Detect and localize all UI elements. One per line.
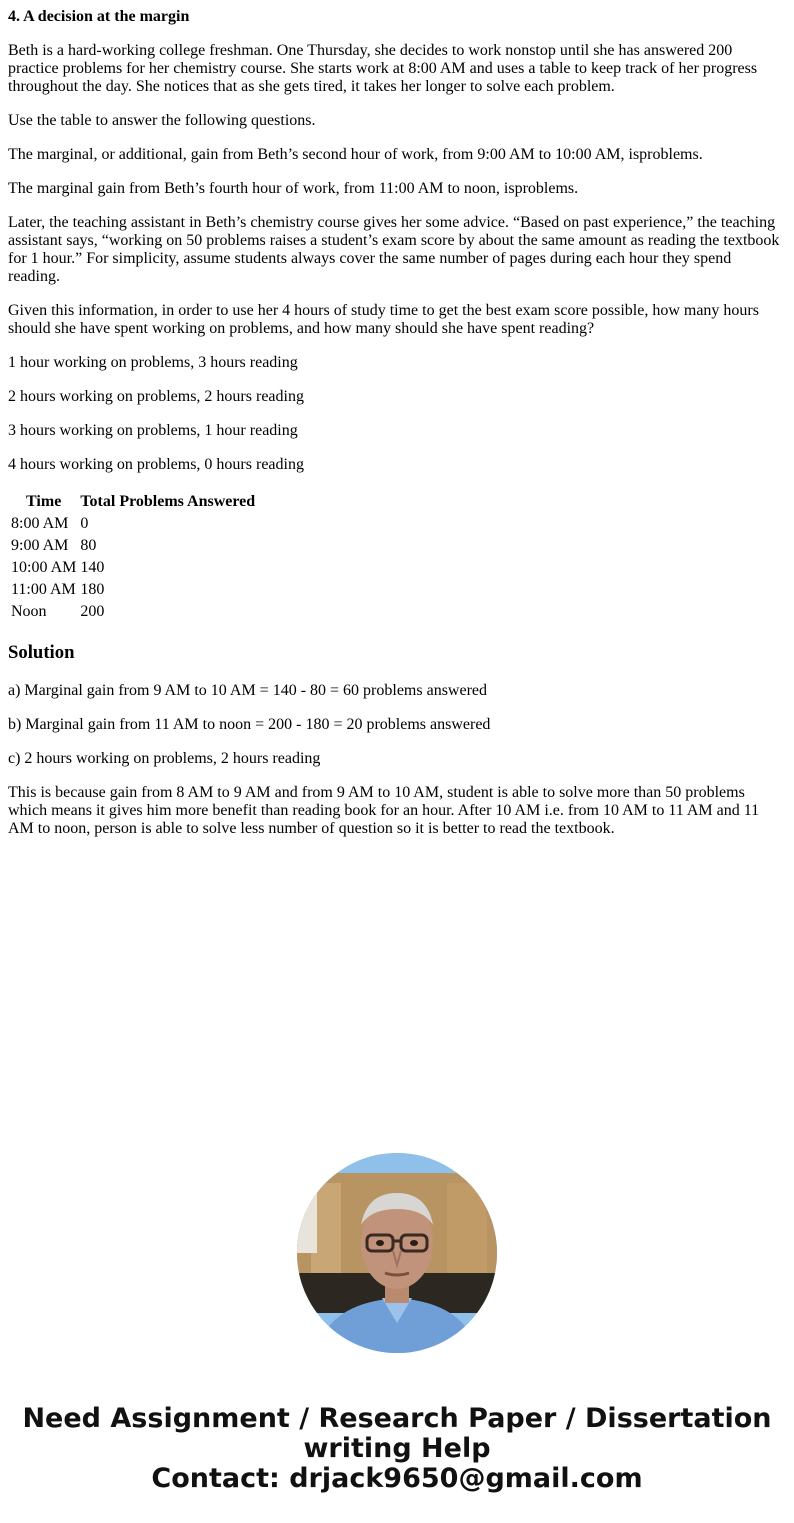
question-2: The marginal gain from Beth’s fourth hour of work, from 11:00 AM to noon, isproblems. (8, 180, 579, 197)
cell-total: 180 (80, 581, 105, 598)
solution-c: c) 2 hours working on problems, 2 hours reading (8, 750, 321, 767)
solution-explanation: This is because gain from 8 AM to 9 AM and from 9 AM to 10 AM, student is able to solve more than 50 problems which means it gives him more benefit than reading book for an hour. After 10 AM i.e. from 10 AM to 11 AM and 11 AM to noon, person is able to solve less number of question so it is better to read the textbook. (8, 784, 760, 837)
table-row (10, 514, 256, 534)
cell-total: 140 (80, 559, 105, 576)
table-row (10, 580, 256, 600)
promo-line-1: Need Assignment / Research Paper / Dissertation (22, 1403, 772, 1434)
promo-banner (0, 1404, 794, 1494)
cell-time: 10:00 AM (11, 559, 77, 576)
ta-advice: Later, the teaching assistant in Beth’s chemistry course gives her some advice. “Based on past experience,” the teaching assistant says, “working on 50 problems raises a student’s exam score by about the same amount as reading the textbook for 1 hour.” For simplicity, assume students always cover the same number of pages during each hour they spend reading. (8, 214, 780, 285)
cell-total: 200 (80, 603, 105, 620)
question-instruction: Use the table to answer the following questions. (8, 112, 316, 129)
document-body (8, 8, 784, 854)
table-row (10, 558, 256, 578)
cell-time: Noon (11, 603, 47, 620)
progress-table (8, 490, 258, 624)
table-header-row (10, 492, 256, 512)
cell-total: 80 (80, 537, 97, 554)
option-2: 2 hours working on problems, 2 hours reading (8, 388, 304, 405)
option-1: 1 hour working on problems, 3 hours reading (8, 354, 298, 371)
promo-line-2: writing Help (303, 1433, 491, 1464)
question-heading: 4. A decision at the margin (8, 8, 190, 25)
solution-a: a) Marginal gain from 9 AM to 10 AM = 140 - 80 = 60 problems answered (8, 682, 488, 699)
avatar (297, 1153, 497, 1353)
question-1: The marginal, or additional, gain from Beth’s second hour of work, from 9:00 AM to 10:00 AM, isproblems. (8, 146, 703, 163)
cell-time: 8:00 AM (11, 515, 69, 532)
col-header-total: Total Problems Answered (80, 493, 256, 510)
solution-b: b) Marginal gain from 11 AM to noon = 200 - 180 = 20 problems answered (8, 716, 491, 733)
table-row (10, 602, 256, 622)
option-4: 4 hours working on problems, 0 hours reading (8, 456, 304, 473)
cell-total: 0 (80, 515, 89, 532)
person-photo-icon (297, 1153, 497, 1353)
cell-time: 11:00 AM (11, 581, 76, 598)
cell-time: 9:00 AM (11, 537, 69, 554)
question-3: Given this information, in order to use her 4 hours of study time to get the best exam score possible, how many hours should she have spent working on problems, and how many should she have spent reading? (8, 302, 759, 337)
solution-title: Solution (8, 642, 75, 663)
question-intro: Beth is a hard-working college freshman. One Thursday, she decides to work nonstop until she has answered 200 practice problems for her chemistry course. She starts work at 8:00 AM and uses a table to keep track of her progress throughout the day. She notices that as she gets tired, it takes her longer to solve each problem. (8, 42, 758, 95)
table-row (10, 536, 256, 556)
promo-contact: Contact: drjack9650@gmail.com (151, 1463, 643, 1494)
option-3: 3 hours working on problems, 1 hour reading (8, 422, 298, 439)
col-header-time: Time (26, 493, 62, 510)
